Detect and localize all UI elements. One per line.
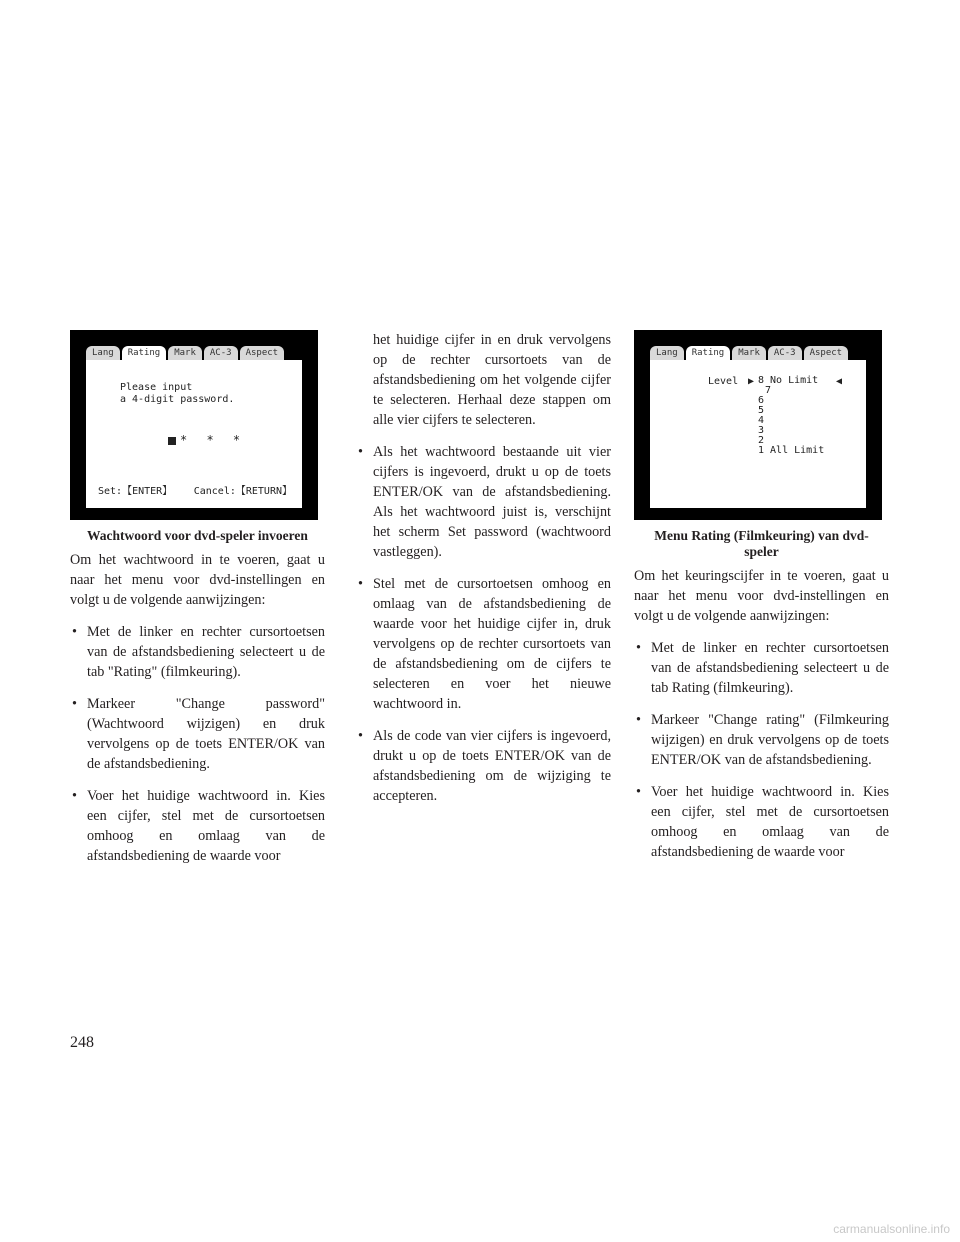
list-item: • Met de linker en rechter cursortoetsen van de afstandsbediening selecteert u de tab "Rating" (filmkeuring). xyxy=(70,622,325,682)
figure-caption: Wachtwoord voor dvd-speler invoeren xyxy=(87,528,308,543)
intro-paragraph: Om het keuringscijfer in te voeren, gaat u naar het menu voor dvd-instellingen en volgt u de volgende aanwijzingen: xyxy=(634,568,889,624)
column-right xyxy=(634,330,889,874)
instruction-list xyxy=(356,442,611,806)
rating-level: 6 xyxy=(758,395,765,406)
rating-level: 2 xyxy=(758,435,765,446)
list-item: • Als de code van vier cijfers is ingevoerd, drukt u op de toets ENTER/OK van de afstandsbediening om de wijziging te accepteren. xyxy=(356,726,611,806)
instruction-list xyxy=(70,622,325,866)
intro-paragraph: Om het wachtwoord in te voeren, gaat u naar het menu voor dvd-instellingen en volgt u de volgende aanwijzingen: xyxy=(70,552,325,608)
list-item: • Met de linker en rechter cursortoetsen van de afstandsbediening selecteert u de tab Rating (filmkeuring). xyxy=(634,638,889,698)
rating-screen-image xyxy=(634,330,882,520)
tab-mark: Mark xyxy=(168,346,202,360)
list-item: • Markeer "Change rating" (Filmkeuring wijzigen) en druk vervolgens op de toets ENTER/OK van de afstandsbediening. xyxy=(634,710,889,770)
rating-level: 1 All Limit xyxy=(758,445,825,456)
list-item: • Stel met de cursortoetsen omhoog en omlaag van de afstandsbediening de waarde voor het huidige cijfer in, druk vervolgens op de rechter cursortoets van de afstandsbediening om de cijfers te selecteren en voer het nieuwe wachtwoord in. xyxy=(356,574,611,714)
list-item: • Voer het huidige wachtwoord in. Kies een cijfer, stel met de cursortoetsen omhoog en omlaag van de afstandsbediening de waarde voor xyxy=(70,786,325,866)
rating-level: 5 xyxy=(758,405,765,416)
password-screen-image xyxy=(70,330,318,520)
level-label: Level xyxy=(708,376,739,387)
arrow-left-icon: ◀ xyxy=(836,376,843,387)
tab-rating: Rating xyxy=(122,346,167,360)
tab-ac3: AC-3 xyxy=(768,346,802,360)
column-middle xyxy=(356,330,611,818)
rating-level: 4 xyxy=(758,415,765,426)
screen-panel xyxy=(86,360,302,508)
rating-level-list xyxy=(758,376,824,456)
rating-level: 7 xyxy=(765,385,772,396)
rating-level: 8 No Limit xyxy=(758,375,819,386)
list-item: • Als het wachtwoord bestaande uit vier cijfers is ingevoerd, drukt u op de toets ENTER/OK van de afstandsbediening. Als het wachtwoord juist is, verschijnt het scherm Set password (wachtwoord vastleggen). xyxy=(356,442,611,562)
tab-aspect: Aspect xyxy=(804,346,849,360)
password-stars: * * * xyxy=(180,433,247,447)
cursor-box-icon xyxy=(168,437,176,445)
arrow-right-icon: ▶ xyxy=(748,376,755,387)
rating-level: 3 xyxy=(758,425,765,436)
cancel-hint: Cancel:【RETURN】 xyxy=(193,486,292,497)
watermark: carmanualsonline.info xyxy=(833,1222,950,1236)
tab-lang: Lang xyxy=(86,346,120,360)
password-prompt: Please input a 4-digit password. xyxy=(120,382,235,405)
tab-mark: Mark xyxy=(732,346,766,360)
instruction-list xyxy=(634,638,889,862)
tab-aspect: Aspect xyxy=(240,346,285,360)
password-digits xyxy=(168,434,246,446)
set-hint: Set:【ENTER】 xyxy=(98,486,173,497)
list-item: • Voer het huidige wachtwoord in. Kies een cijfer, stel met de cursortoetsen omhoog en omlaag van de afstandsbediening de waarde voor xyxy=(634,782,889,862)
figure-caption: Menu Rating (Filmkeuring) van dvd-speler xyxy=(654,528,869,559)
tab-lang: Lang xyxy=(650,346,684,360)
tab-ac3: AC-3 xyxy=(204,346,238,360)
tab-rating: Rating xyxy=(686,346,731,360)
continued-paragraph: het huidige cijfer in en druk vervolgens op de rechter cursortoets van de afstandsbediening om het volgende cijfer te selecteren. Herhaal deze stappen om alle vier cijfers te selecteren. xyxy=(373,332,611,428)
column-left xyxy=(70,330,325,878)
page-number: 248 xyxy=(70,1034,94,1051)
list-item: • Markeer "Change password" (Wachtwoord wijzigen) en druk vervolgens op de toets ENTER/OK van de afstandsbediening. xyxy=(70,694,325,774)
screen-panel xyxy=(650,360,866,508)
